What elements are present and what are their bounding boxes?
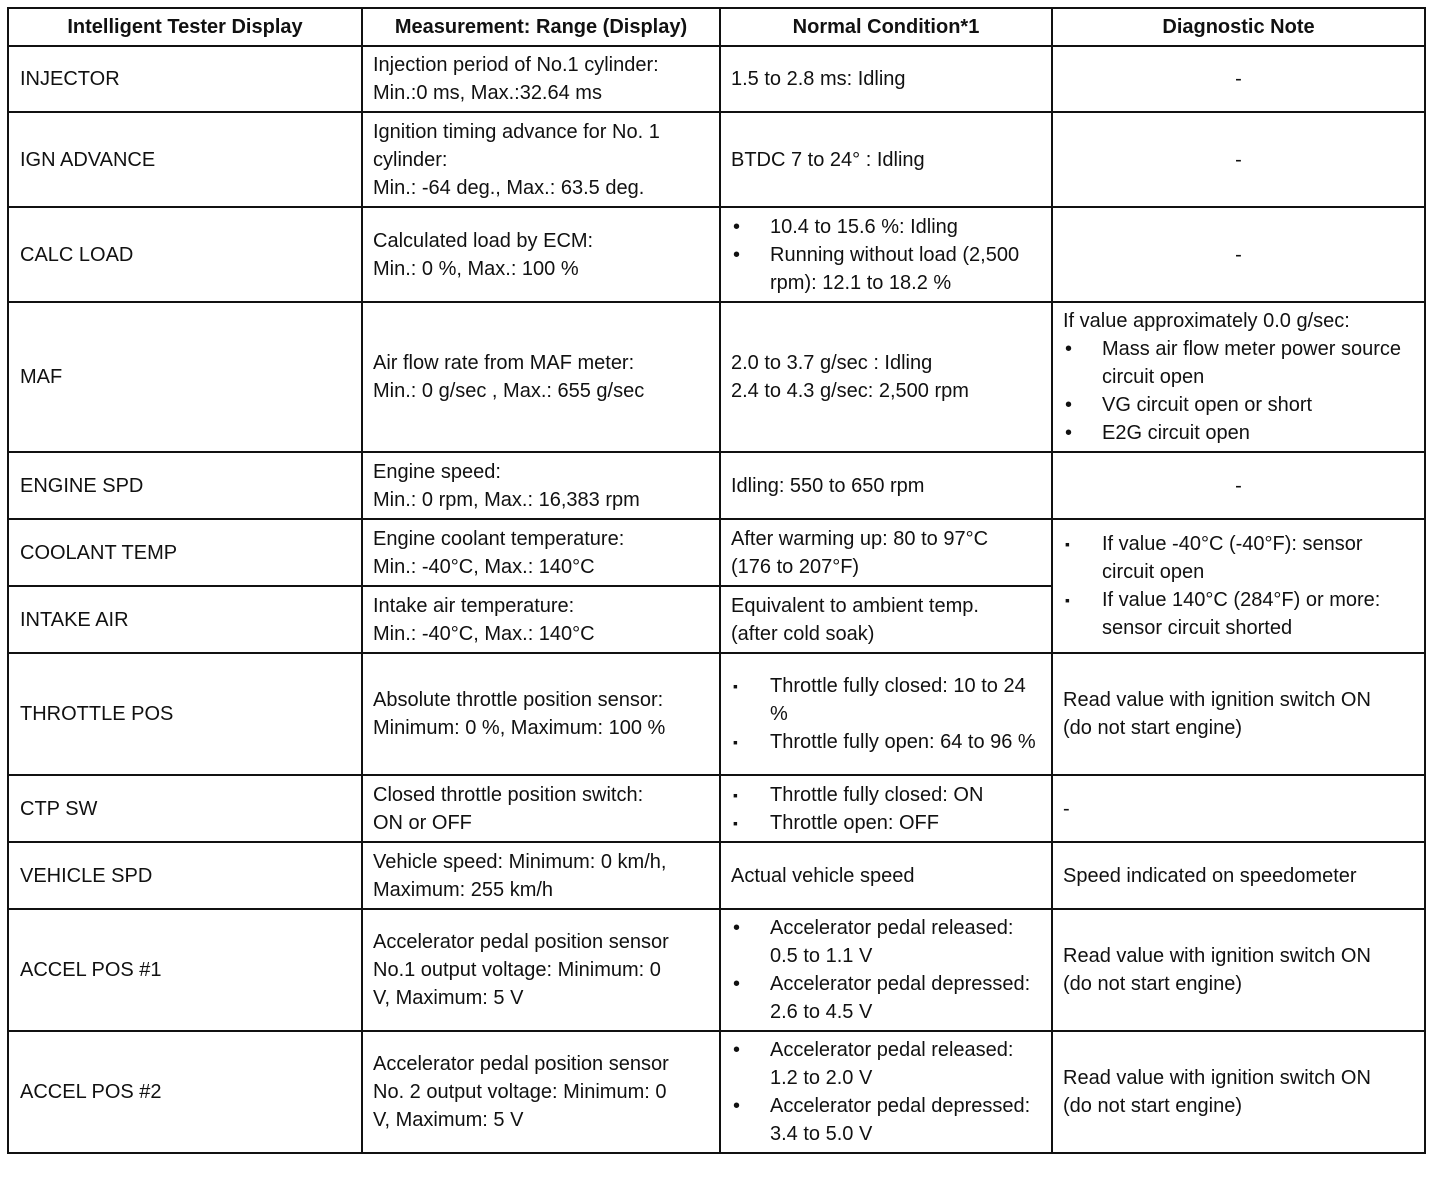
table-row [8,207,1425,302]
bullet-item: ▪ Throttle fully closed: 10 to 24 % [731,672,1041,728]
display-cell: ENGINE SPD [8,452,362,519]
normal-line: BTDC 7 to 24° : Idling [731,148,925,171]
table-row [8,46,1425,112]
bullet-item: • Running without load (2,500 rpm): 12.1 to 18.2 % [731,241,1041,297]
normal-cell [720,302,1052,452]
measurement-cell [362,207,720,302]
table-row [8,112,1425,207]
bullet-item: ▪ Throttle fully closed: ON [731,781,1041,809]
bullet-item: • Mass air flow meter power source circuit open [1063,335,1414,391]
normal-line: 2.4 to 4.3 g/sec: 2,500 rpm [731,380,969,402]
normal-line: Idling: 550 to 650 rpm [731,474,925,497]
normal-line: (176 to 207°F) [731,555,860,578]
measurement-cell [362,653,720,775]
normal-cell [720,112,1052,207]
table-row [8,1031,1425,1153]
bullet-item: • Accelerator pedal released: 0.5 to 1.1 V [731,914,1041,970]
measurement-line: No.1 output voltage: Minimum: 0 [373,959,661,981]
display-cell: INTAKE AIR [8,586,362,653]
normal-cell [720,1031,1052,1153]
note-title: If value approximately 0.0 g/sec: [1063,310,1350,332]
bullet-item: • Accelerator pedal depressed: 2.6 to 4.5 V [731,970,1041,1026]
table-row [8,452,1425,519]
bullet-item: ▪ Throttle fully open: 64 to 96 % [731,728,1041,756]
note-cell [1052,653,1425,775]
normal-cell [720,909,1052,1031]
display-cell: INJECTOR [8,46,362,112]
display-cell: IGN ADVANCE [8,112,362,207]
note-cell [1052,519,1425,653]
normal-line: After warming up: 80 to 97°C [731,527,989,550]
display-cell: VEHICLE SPD [8,842,362,909]
measurement-line: Min.: -64 deg., Max.: 63.5 deg. [373,176,645,199]
table-row [8,302,1425,452]
normal-bullet-list [731,1036,1041,1148]
measurement-line: Min.: 0 rpm, Max.: 16,383 rpm [373,488,640,511]
measurement-line: Min.: -40°C, Max.: 140°C [373,622,595,645]
measurement-cell [362,775,720,842]
bullet-item: ▪ Throttle open: OFF [731,809,1041,837]
normal-cell [720,519,1052,586]
header-diagnostic-note: Diagnostic Note [1052,8,1425,46]
normal-line: (after cold soak) [731,622,875,645]
note-cell: - [1052,112,1425,207]
measurement-line: Minimum: 0 %, Maximum: 100 % [373,717,666,739]
measurement-line: No. 2 output voltage: Minimum: 0 [373,1081,667,1103]
note-cell: - [1052,207,1425,302]
bullet-item: ▪ If value 140°C (284°F) or more: sensor circuit shorted [1063,586,1414,642]
note-bullet-list [1063,335,1414,447]
measurement-cell [362,842,720,909]
display-cell: COOLANT TEMP [8,519,362,586]
measurement-line: V, Maximum: 5 V [373,1109,524,1131]
measurement-line: Engine coolant temperature: [373,527,625,550]
measurement-line: Min.:0 ms, Max.:32.64 ms [373,82,602,104]
display-cell: MAF [8,302,362,452]
display-cell: ACCEL POS #2 [8,1031,362,1153]
note-line: Read value with ignition switch ON [1063,689,1371,711]
normal-bullet-list [731,914,1041,1026]
measurement-cell [362,1031,720,1153]
note-cell: - [1052,46,1425,112]
measurement-line: Injection period of No.1 cylinder: [373,54,659,76]
measurement-cell [362,586,720,653]
note-cell [1052,302,1425,452]
note-cell [1052,909,1425,1031]
note-line: (do not start engine) [1063,973,1242,995]
note-cell: Speed indicated on speedometer [1052,842,1425,909]
note-line: Read value with ignition switch ON [1063,945,1371,967]
measurement-line: Min.: 0 g/sec , Max.: 655 g/sec [373,380,645,402]
measurement-line: Engine speed: [373,460,501,483]
measurement-line: V, Maximum: 5 V [373,987,524,1009]
measurement-line: Calculated load by ECM: [373,229,594,252]
table-row [8,775,1425,842]
display-cell: CTP SW [8,775,362,842]
display-cell: ACCEL POS #1 [8,909,362,1031]
note-cell: - [1052,452,1425,519]
note-bullet-list [1063,530,1414,642]
normal-cell [720,653,1052,775]
bullet-item: • Accelerator pedal released: 1.2 to 2.0 V [731,1036,1041,1092]
normal-bullet-list [731,672,1041,756]
measurement-line: Air flow rate from MAF meter: [373,352,635,374]
measurement-cell [362,519,720,586]
header-normal-condition: Normal Condition*1 [720,8,1052,46]
measurement-line: Min.: -40°C, Max.: 140°C [373,555,595,578]
normal-cell [720,842,1052,909]
measurement-line: Closed throttle position switch: [373,783,644,806]
measurement-cell [362,452,720,519]
measurement-line: cylinder: [373,148,448,171]
normal-cell [720,586,1052,653]
normal-line: 1.5 to 2.8 ms: Idling [731,68,906,90]
normal-line: Equivalent to ambient temp. [731,594,979,617]
note-cell [1052,1031,1425,1153]
bullet-item: • E2G circuit open [1063,419,1414,447]
normal-bullet-list [731,781,1041,837]
measurement-cell [362,909,720,1031]
normal-cell [720,775,1052,842]
measurement-line: Intake air temperature: [373,594,575,617]
normal-line: 2.0 to 3.7 g/sec : Idling [731,352,933,374]
measurement-line: Accelerator pedal position sensor [373,1053,669,1075]
measurement-cell [362,112,720,207]
normal-cell [720,46,1052,112]
measurement-line: Min.: 0 %, Max.: 100 % [373,257,579,280]
bullet-item: • Accelerator pedal depressed: 3.4 to 5.0 V [731,1092,1041,1148]
note-cell: - [1052,775,1425,842]
normal-line: Actual vehicle speed [731,864,915,887]
display-cell: THROTTLE POS [8,653,362,775]
table-row [8,653,1425,775]
table-row [8,842,1425,909]
header-display: Intelligent Tester Display [8,8,362,46]
note-line: Read value with ignition switch ON [1063,1067,1371,1089]
measurement-line: Ignition timing advance for No. 1 [373,120,660,143]
note-line: (do not start engine) [1063,1095,1242,1117]
header-measurement: Measurement: Range (Display) [362,8,720,46]
normal-cell [720,207,1052,302]
measurement-cell [362,46,720,112]
table-row [8,519,1425,586]
note-line: (do not start engine) [1063,717,1242,739]
measurement-line: Vehicle speed: Minimum: 0 km/h, [373,850,667,873]
data-list-table [7,7,1426,1154]
normal-bullet-list [731,213,1041,297]
measurement-line: ON or OFF [373,811,472,834]
measurement-line: Absolute throttle position sensor: [373,689,664,711]
normal-cell [720,452,1052,519]
display-cell: CALC LOAD [8,207,362,302]
bullet-item: • VG circuit open or short [1063,391,1414,419]
bullet-item: ▪ If value -40°C (-40°F): sensor circuit open [1063,530,1414,586]
header-row [8,8,1425,46]
bullet-item: • 10.4 to 15.6 %: Idling [731,213,1041,241]
measurement-cell [362,302,720,452]
measurement-line: Maximum: 255 km/h [373,878,554,901]
table-row [8,909,1425,1031]
measurement-line: Accelerator pedal position sensor [373,931,669,953]
